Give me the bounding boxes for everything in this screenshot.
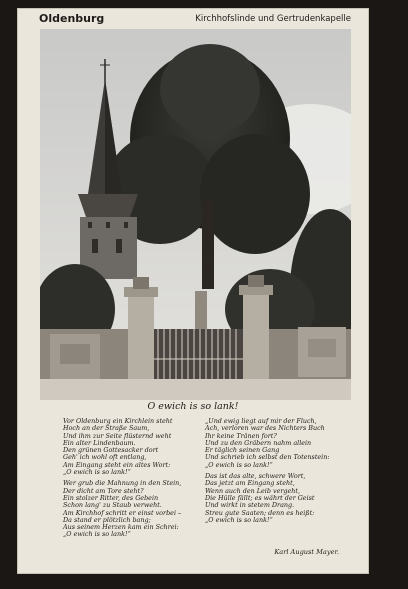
motto: O ewich is so lank! [147,401,239,412]
verse-line: Und zu den Gräbern nahm allein [205,438,312,447]
verse-line: Die Hülle fällt; es währt der Geist [205,493,315,502]
stanza [63,480,223,538]
stanza [205,473,365,524]
poem-right-column [205,418,365,528]
verse-line: Geh' ich wohl oft entlang, [63,453,147,462]
verse-line: „Und ewig liegt auf mir der Fluch, [205,417,317,425]
verse-line: Das ist das alte, schwere Wort, [205,472,306,481]
verse-line: Am Eingang steht ein altes Wort: [63,460,171,469]
verse-line: „O ewich is so lank!“ [205,515,273,524]
church-linden-photo [40,29,351,400]
verse-line: Ein stolzer Ritter, des Gebein [63,493,159,502]
verse-line: Das jetzt am Eingang steht, [205,479,295,488]
verse-line: Wer grub die Mahnung in den Stein, [63,479,182,488]
verse-line: Er täglich seinen Gang [205,446,280,455]
stanza [205,418,365,469]
verse-line: Und schrieb ich selbst den Totenstein: [205,453,330,462]
postcard [17,8,369,574]
verse-line: Ein alter Lindenbaum. [63,438,136,447]
verse-line: Wenn auch den Leib vergeht, [205,486,300,495]
place-title: Oldenburg [39,12,105,25]
verse-line: Und wirkt in stetem Drang. [205,501,295,510]
verse-line: Streu gute Saaten; denn es heißt: [205,508,315,517]
verse-line: „O ewich is so lank!“ [205,460,273,469]
caption: Kirchhofslinde und Gertrudenkapelle [195,14,351,24]
verse-line: Da stand er plötzlich bang; [63,515,151,524]
poem-left-column [63,418,223,543]
road [40,379,351,400]
verse-line: Und ihm zur Seite flüsternd weht [63,431,172,440]
verse-line: „O ewich is so lank!“ [63,468,131,477]
header [39,12,351,30]
verse-line: Hoch an der Straße Saum, [63,424,150,433]
verse-line: Ach, verloren war des Nichters Buch [205,424,325,433]
stanza [63,418,223,476]
verse-line: Der dicht am Tore steht? [63,486,144,495]
author: Karl August Mayer. [274,548,339,556]
verse-line: Vor Oldenburg ein Kirchlein steht [63,417,173,425]
photograph [40,29,351,400]
verse-line: Den grünen Gottesacker dort [63,446,159,455]
verse-line: Schon lang' zu Staub verweht. [63,501,162,510]
verse-line: Ihr keine Tränen fort? [205,431,277,440]
verse-line: Aus seinem Herzen kam ein Schrei: [63,523,179,532]
verse-line: „O ewich is so lank!“ [63,530,131,539]
verse-line: Am Kirchhof schritt er einst vorbei – [63,508,182,517]
